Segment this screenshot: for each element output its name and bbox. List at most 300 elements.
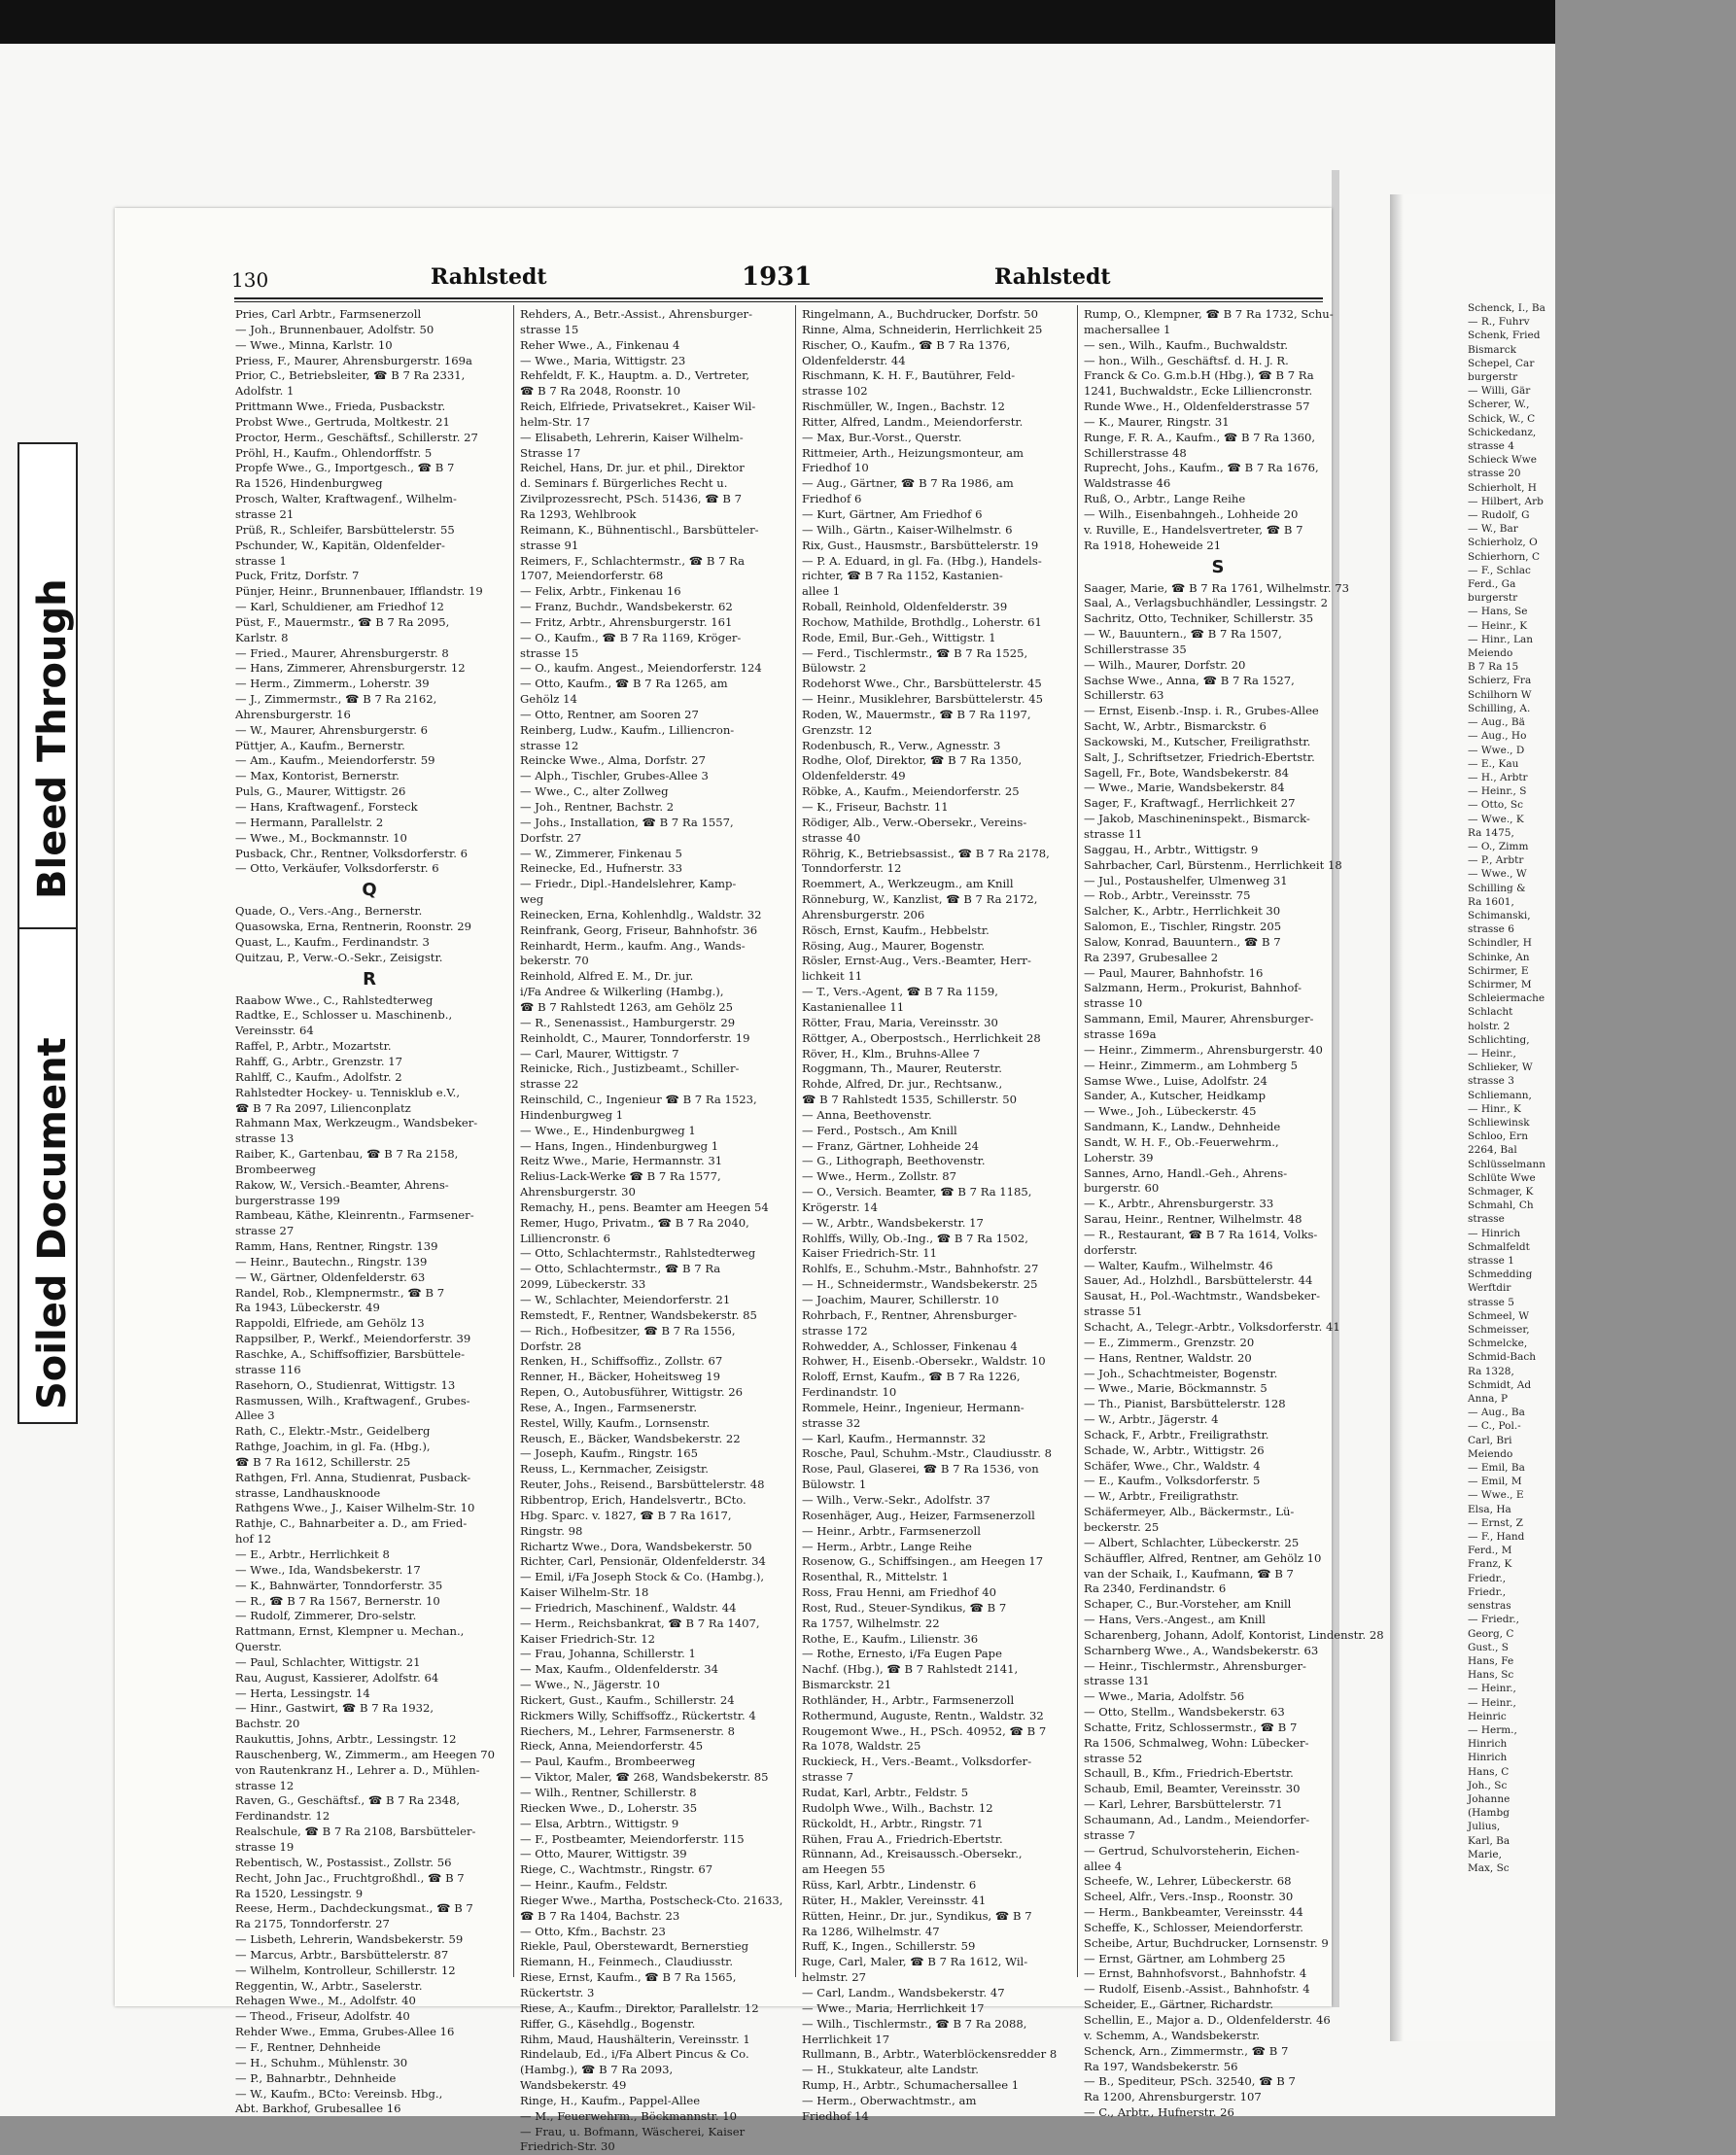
directory-entry: Ahrensburgerstr. 206 [802,907,925,921]
directory-entry: Richter, Carl, Pensionär, Oldenfelderstr. 34 [520,1554,766,1569]
directory-entry: Prittmann Wwe., Frieda, Pusbackstr. [235,400,446,414]
directory-entry: — W., Arbtr., Wandsbekerstr. 17 [802,1215,984,1230]
directory-entry: — Rothe, Ernesto, i/Fa Eugen Pape [802,1647,1002,1661]
directory-entry: — B., Spediteur, PSch. 32540, ☎ B 7 [1084,2074,1296,2089]
directory-entry: — Heinr., Musiklehrer, Barsbüttelerstr. 45 [802,692,1043,707]
directory-entry: Franck & Co. G.m.b.H (Hbg.), ☎ B 7 Ra [1084,368,1314,383]
directory-entry: Schaull, B., Kfm., Friedrich-Ebertstr. [1084,1766,1294,1781]
directory-entry: Schäuffler, Alfred, Rentner, am Gehölz 10 [1084,1550,1322,1565]
header-left-title: Rahlstedt [431,264,547,290]
directory-entry: Rattmann, Ernst, Klempner u. Mechan., [235,1624,465,1639]
directory-entry: — Joh., Schachtmeister, Bogenstr. [1084,1366,1278,1380]
fragment-line: — Willi, Gär [1468,385,1531,398]
directory-entry: — P. A. Eduard, in gl. Fa. (Hbg.), Handels- [802,553,1042,568]
directory-entry: Rahlstedter Hockey- u. Tennisklub e.V., [235,1085,461,1099]
directory-entry: Rougemont Wwe., H., PSch. 40952, ☎ B 7 [802,1723,1047,1738]
directory-entry: bekerstr. 70 [520,954,589,968]
directory-entry: strasse 27 [235,1224,295,1238]
directory-entry: Abt. Barkhof, Grubesallee 16 [235,2102,401,2116]
directory-entry: — Ferd., Postsch., Am Knill [802,1123,957,1137]
directory-entry: — Otto, Schlachtermstr., ☎ B 7 Ra [520,1262,721,1276]
directory-entry: Reinhardt, Herm., kaufm. Ang., Wands- [520,938,746,953]
fragment-line: — W., Bar [1468,523,1518,536]
directory-entry: Rehders, A., Betr.-Assist., Ahrensburger- [520,307,753,321]
fragment-line: Schieck Wwe [1468,454,1537,467]
directory-entry: hof 12 [235,1532,272,1547]
fragment-line: — Rudolf, G [1468,509,1530,522]
directory-entry: Reimann, K., Bühnentischl., Barsbütteler- [520,522,759,537]
directory-entry: Riege, C., Wachtmstr., Ringstr. 67 [520,1862,713,1877]
fragment-line: Georg, C [1468,1627,1514,1640]
directory-entry: Rindelaub, Ed., i/Fa Albert Pincus & Co. [520,2047,749,2062]
fragment-line: — Wwe., K [1468,813,1524,825]
fragment-line: Schmeel, W [1468,1309,1530,1322]
fragment-line: strasse 5 [1468,1296,1514,1308]
directory-entry: Reher Wwe., A., Finkenau 4 [520,337,680,352]
directory-entry: Restel, Willy, Kaufm., Lornsenstr. [520,1415,711,1430]
directory-entry: Ringelmann, A., Buchdrucker, Dorfstr. 50 [802,307,1039,321]
directory-entry: Rahlff, C., Kaufm., Adolfstr. 2 [235,1069,402,1084]
directory-entry: — Ferd., Tischlermstr., ☎ B 7 Ra 1525, [802,645,1028,660]
directory-entry: Salomon, E., Tischler, Ringstr. 205 [1084,920,1282,934]
directory-entry: lichkeit 11 [802,969,863,984]
directory-entry: van der Schaik, I., Kaufmann, ☎ B 7 [1084,1566,1294,1581]
fragment-line: Schliewinsk [1468,1116,1530,1129]
directory-entry: Rauschenberg, W., Zimmerm., am Heegen 70 [235,1747,495,1761]
directory-entry: Reichel, Hans, Dr. jur. et phil., Direktor [520,461,745,475]
directory-entry: strasse 21 [235,506,295,521]
directory-entry: Reusch, E., Bäcker, Wandsbekerstr. 22 [520,1431,741,1445]
directory-entry: Riekle, Paul, Oberstewardt, Bernerstieg [520,1939,749,1954]
directory-entry: strasse 22 [520,1077,579,1092]
directory-entry: Rüss, Karl, Arbtr., Lindenstr. 6 [802,1878,977,1893]
directory-entry: — W., Gärtner, Oldenfelderstr. 63 [235,1269,426,1284]
directory-entry: Rudolph Wwe., Wilh., Bachstr. 12 [802,1800,993,1815]
directory-entry: — H., Schuhm., Mühlenstr. 30 [235,2055,408,2069]
directory-entry: Rickert, Gust., Kaufm., Schillerstr. 24 [520,1692,735,1707]
directory-entry: Rathgen, Frl. Anna, Studienrat, Pusback- [235,1470,471,1484]
directory-entry: — Heinr., Zimmerm., am Lohmberg 5 [1084,1058,1298,1072]
directory-entry: Raiber, K., Gartenbau, ☎ B 7 Ra 2158, [235,1147,459,1162]
directory-entry: — W., Schlachter, Meiendorferstr. 21 [520,1293,731,1306]
directory-entry: Samse Wwe., Luise, Adolfstr. 24 [1084,1073,1267,1088]
directory-entry: Ra 2340, Ferdinandstr. 6 [1084,1581,1227,1596]
directory-entry: — M., Feuerwehrm., Böckmannstr. 10 [520,2108,738,2123]
fragment-line: Johanne [1468,1792,1510,1805]
directory-entry: — Otto, Schlachtermstr., Rahlstedterweg [520,1246,756,1261]
directory-entry: Reggentin, W., Arbtr., Saselerstr. [235,1978,423,1993]
directory-entry: Ra 1078, Waldstr. 25 [802,1739,921,1754]
directory-entry: — Wwe., Herm., Zollstr. 87 [802,1169,957,1184]
directory-entry: strasse 13 [235,1131,295,1146]
directory-entry: Bachstr. 20 [235,1717,300,1731]
directory-entry: Röbke, A., Kaufm., Meiendorferstr. 25 [802,784,1020,799]
directory-entry: (Hambg.), ☎ B 7 Ra 2093, [520,2063,674,2077]
directory-entry: strasse 116 [235,1362,301,1376]
directory-entry: Roloff, Ernst, Kaufm., ☎ B 7 Ra 1226, [802,1370,1021,1384]
directory-entry: 2099, Lübeckerstr. 33 [520,1277,646,1292]
directory-entry: strasse 15 [520,645,579,660]
directory-entry: — O., Versich. Beamter, ☎ B 7 Ra 1185, [802,1185,1032,1199]
fragment-line: — P., Arbtr [1468,854,1524,867]
directory-entry: Ra 1526, Hindenburgweg [235,476,383,491]
directory-entry: Saager, Marie, ☎ B 7 Ra 1761, Wilhelmstr. 73 [1084,580,1349,595]
directory-entry: strasse 12 [520,738,579,752]
directory-entry: — Rich., Hofbesitzer, ☎ B 7 Ra 1556, [520,1323,736,1338]
fragment-line: Schmager, K [1468,1186,1534,1198]
directory-entry: Sausat, H., Pol.-Wachtmstr., Wandsbeker- [1084,1289,1321,1303]
directory-entry: Rischmann, K. H. F., Bautührer, Feld- [802,368,1016,383]
directory-entry: strasse 7 [1084,1827,1135,1842]
directory-entry: burgerstrasse 199 [235,1193,340,1207]
directory-entry: strasse 51 [1084,1304,1143,1319]
directory-entry: Ra 1293, Wehlbrook [520,506,637,521]
directory-entry: Rünnann, Ad., Kreisaussch.-Obersekr., [802,1847,1023,1861]
directory-entry: Strasse 17 [520,445,581,460]
directory-entry: — Alph., Tischler, Grubes-Allee 3 [520,769,709,783]
fragment-line: Ra 1328, [1468,1365,1514,1377]
directory-entry: Rasehorn, O., Studienrat, Wittigstr. 13 [235,1377,456,1392]
directory-entry: Friedhof 6 [802,492,862,506]
directory-entry: Reinhold, Alfred E. M., Dr. jur. [520,969,694,984]
directory-entry: — Otto, Kfm., Bachstr. 23 [520,1924,666,1938]
directory-entry: Riecken Wwe., D., Loherstr. 35 [520,1800,698,1815]
directory-entry: Vereinsstr. 64 [235,1024,314,1038]
directory-entry: — Otto, Verkäufer, Volksdorferstr. 6 [235,861,439,876]
directory-entry: — W., Maurer, Ahrensburgerstr. 6 [235,722,429,737]
directory-entry: — Fried., Maurer, Ahrensburgerstr. 8 [235,645,449,660]
directory-entry: — Rudolf, Zimmerer, Dro-selstr. [235,1609,417,1623]
directory-entry: Reuter, Johs., Reisend., Barsbüttelerstr. 48 [520,1477,765,1492]
directory-entry: — Wwe., N., Jägerstr. 10 [520,1678,660,1692]
directory-entry: — Wilhelm, Kontrolleur, Schillerstr. 12 [235,1963,456,1977]
directory-entry: ☎ B 7 Ra 1404, Bachstr. 23 [520,1908,680,1923]
directory-entry: Ritter, Alfred, Landm., Meiendorferstr. [802,414,1024,429]
directory-entry: Rebentisch, W., Postassist., Zollstr. 56 [235,1855,452,1869]
directory-entry: — Johs., Installation, ☎ B 7 Ra 1557, [520,815,734,829]
directory-entry: Rohrbach, F., Rentner, Ahrensburger- [802,1307,1018,1322]
fragment-line: — Wwe., E [1468,1489,1524,1502]
directory-entry: Sagell, Fr., Bote, Wandsbekerstr. 84 [1084,765,1290,780]
directory-entry: Rothländer, H., Arbtr., Farmsenerzoll [802,1692,1015,1707]
directory-entry: Schillerstrasse 48 [1084,445,1187,460]
directory-entry: — Th., Pianist, Barsbüttelerstr. 128 [1084,1397,1286,1411]
directory-entry: Riemann, H., Feinmech., Claudiusstr. [520,1955,734,1969]
directory-entry: Riffer, G., Käsehdlg., Bogenstr. [520,2016,696,2031]
directory-entry: Röhrig, K., Betriebsassist., ☎ B 7 Ra 2178, [802,846,1050,860]
fragment-line: Schmahl, Ch [1468,1199,1534,1212]
fragment-line: — Hans, Se [1468,606,1528,618]
directory-entry: Rodhe, Olof, Direktor, ☎ B 7 Ra 1350, [802,753,1023,768]
directory-entry: Ra 1943, Lübeckerstr. 49 [235,1301,380,1315]
directory-entry: Scheibe, Artur, Buchdrucker, Lornsenstr. 9 [1084,1935,1329,1950]
fragment-line: — H., Arbtr [1468,771,1528,783]
directory-entry: — Marcus, Arbtr., Barsbüttelerstr. 87 [235,1947,449,1962]
fragment-line: Schlüsselmann [1468,1158,1546,1170]
directory-entry: — W., Kaufm., BCto: Vereinsb. Hbg., [235,2086,443,2101]
directory-entry: Schack, F., Arbtr., Freiligrathstr. [1084,1427,1269,1442]
directory-entry: Sahrbacher, Carl, Bürstenm., Herrlichkeit 18 [1084,857,1342,872]
directory-entry: Roggmann, Th., Maurer, Reuterstr. [802,1061,1002,1076]
header-year: 1931 [742,262,813,292]
directory-entry: — Hans, Kraftwagenf., Forsteck [235,800,418,814]
directory-entry: Schade, W., Arbtr., Wittigstr. 26 [1084,1442,1265,1457]
directory-entry: Tonndorferstr. 12 [802,861,902,876]
directory-entry: — H., Schneidermstr., Wandsbekerstr. 25 [802,1277,1038,1292]
directory-entry: — E., Arbtr., Herrlichkeit 8 [235,1547,390,1561]
directory-entry: Rump, O., Klempner, ☎ B 7 Ra 1732, Schu- [1084,307,1334,321]
fragment-line: Schierz, Fra [1468,675,1532,687]
directory-entry: ☎ B 7 Ra 2097, Lilienconplatz [235,1100,411,1115]
fragment-line: Schmedding [1468,1269,1533,1281]
directory-entry: Rehagen Wwe., M., Adolfstr. 40 [235,1994,416,2008]
fragment-line: — Heinr., S [1468,785,1527,798]
directory-entry: — Max, Bur.-Vorst., Querstr. [802,430,962,444]
directory-entry: Friedrich-Str. 30 [520,2139,615,2154]
fragment-line: — F., Hand [1468,1531,1525,1544]
directory-entry: Rahff, G., Arbtr., Grenzstr. 17 [235,1054,403,1068]
directory-entry: strasse 15 [520,322,579,336]
directory-entry: Ross, Frau Henni, am Friedhof 40 [802,1585,996,1600]
directory-entry: Bismarckstr. 21 [802,1678,892,1692]
directory-entry: — Elsa, Arbtrn., Wittigstr. 9 [520,1816,679,1830]
directory-entry: Ra 2397, Grubesallee 2 [1084,950,1219,964]
directory-entry: Remer, Hugo, Privatm., ☎ B 7 Ra 2040, [520,1215,749,1230]
directory-entry: Rötter, Frau, Maria, Vereinsstr. 30 [802,1015,998,1029]
directory-entry: — F., Rentner, Dehnheide [235,2039,381,2054]
directory-entry: Rath, C., Elektr.-Mstr., Geidelberg [235,1424,431,1439]
fragment-line: Schlichting, [1468,1033,1530,1046]
directory-entry: — sen., Wilh., Kaufm., Buchwaldstr. [1084,337,1289,352]
directory-entry: — Joachim, Maurer, Schillerstr. 10 [802,1293,999,1306]
directory-entry: — W., Arbtr., Freiligrathstr. [1084,1489,1239,1504]
directory-entry: Sachritz, Otto, Techniker, Schillerstr. 35 [1084,611,1314,626]
directory-entry: — Kurt, Gärtner, Am Friedhof 6 [802,506,983,521]
fragment-line: Schepel, Car [1468,357,1535,369]
directory-entry: Renner, H., Bäcker, Hoheitsweg 19 [520,1370,721,1384]
directory-entry: Riese, A., Kaufm., Direktor, Parallelstr. 12 [520,2000,759,2015]
fragment-line: Friedr., [1468,1585,1507,1598]
directory-entry: Reinschild, C., Ingenieur ☎ B 7 Ra 1523, [520,1093,757,1107]
directory-entry: Rickmers Willy, Schiffsoffz., Rückertstr. 4 [520,1708,756,1722]
directory-entry: — Franz, Buchdr., Wandsbekerstr. 62 [520,600,733,614]
fragment-line: — Heinr., [1468,1683,1516,1695]
column-divider [513,305,514,1977]
fragment-line: Scherer, W., [1468,399,1530,411]
directory-entry: — Wwe., Ida, Wandsbekerstr. 17 [235,1562,421,1577]
fragment-line: Schierholz, O [1468,537,1538,549]
fragment-line: — Hilbert, Arb [1468,495,1544,507]
directory-entry: Rohwedder, A., Schlosser, Finkenau 4 [802,1338,1018,1353]
directory-entry: — Herm., Zimmerm., Loherstr. 39 [235,677,430,691]
directory-entry: Ra 1757, Wilhelmstr. 22 [802,1616,940,1630]
directory-entry: Bülowstr. 1 [802,1477,867,1492]
fragment-line: — Wwe., D [1468,744,1525,756]
directory-entry: Rambeau, Käthe, Kleinrentn., Farmsener- [235,1208,474,1223]
fragment-line: Hinrich [1468,1752,1508,1764]
directory-entry: strasse 7 [802,1770,853,1785]
directory-entry: Rösch, Ernst, Kaufm., Hebbelstr. [802,922,990,937]
fragment-line: — Heinr., [1468,1047,1516,1060]
directory-entry: — Am., Kaufm., Meiendorferstr. 59 [235,753,435,768]
directory-entry: Puck, Fritz, Dorfstr. 7 [235,569,360,583]
fragment-line: Hans, Sc [1468,1669,1514,1682]
fragment-line: Elsa, Ha [1468,1503,1511,1515]
directory-entry: Reinecke, Ed., Hufnerstr. 33 [520,861,683,876]
directory-entry: Salow, Konrad, Bauuntern., ☎ B 7 [1084,934,1281,949]
directory-entry: — C., Arbtr., Hufnerstr. 26 [1084,2105,1234,2120]
directory-entry: Salcher, K., Arbtr., Herrlichkeit 30 [1084,904,1281,919]
fragment-line: — Aug., Bä [1468,716,1525,729]
directory-entry: — H., Stukkateur, alte Landstr. [802,2063,979,2077]
directory-entry: strasse 1 [235,553,287,568]
directory-entry: — Aug., Gärtner, ☎ B 7 Ra 1986, am [802,476,1014,491]
fragment-line: Schinke, An [1468,951,1530,963]
directory-entry: Priess, F., Maurer, Ahrensburgerstr. 169a [235,353,472,367]
fragment-line: Schindler, H [1468,937,1532,950]
directory-entry: Reimers, F., Schlachtermstr., ☎ B 7 Ra [520,553,746,568]
directory-entry: — J., Zimmermstr., ☎ B 7 Ra 2162, [235,692,437,707]
directory-entry: — K., Friseur, Bachstr. 11 [802,800,949,814]
directory-entry: — Carl, Landm., Wandsbekerstr. 47 [802,1985,1005,1999]
section-letter: R [363,968,376,990]
fragment-line: — Heinr., [1468,1696,1516,1709]
directory-entry: — Frau, Johanna, Schillerstr. 1 [520,1647,696,1661]
directory-entry: Puls, G., Maurer, Wittigstr. 26 [235,784,406,799]
directory-entry: Grenzstr. 12 [802,722,873,737]
directory-entry: Sammann, Emil, Maurer, Ahrensburger- [1084,1012,1314,1026]
directory-entry: Rodenbusch, R., Verw., Agnesstr. 3 [802,738,1001,752]
directory-entry: strasse 11 [1084,827,1143,841]
directory-entry: Rödiger, Alb., Verw.-Obersekr., Vereins- [802,815,1027,829]
directory-entry: Sauer, Ad., Holzhdl., Barsbüttelerstr. 44 [1084,1273,1313,1288]
directory-entry: — Paul, Schlachter, Wittigstr. 21 [235,1654,421,1669]
directory-entry: Ra 1506, Schmalweg, Wohn: Lübecker- [1084,1735,1309,1750]
directory-entry: — R., ☎ B 7 Ra 1567, Bernerstr. 10 [235,1593,440,1608]
directory-entry: machersallee 1 [1084,322,1171,336]
directory-entry: Dorfstr. 28 [520,1338,582,1353]
fragment-line: — C., Pol.- [1468,1420,1521,1433]
next-page-fragment [1390,194,1555,2041]
directory-entry: Rathgens Wwe., J., Kaiser Wilhelm-Str. 10 [235,1501,475,1515]
fragment-line: Meiendo [1468,647,1513,660]
directory-entry: — Wwe., Maria, Wittigstr. 23 [520,353,686,367]
directory-entry: Schaper, C., Bur.-Vorsteher, am Knill [1084,1597,1292,1612]
directory-entry: Ruprecht, Johs., Kaufm., ☎ B 7 Ra 1676, [1084,461,1319,475]
fragment-line: — Emil, Ba [1468,1462,1525,1475]
directory-entry: Rochow, Mathilde, Brothdlg., Loherstr. 61 [802,614,1042,629]
section-letter: Q [362,880,377,901]
directory-entry: Sachse Wwe., Anna, ☎ B 7 Ra 1527, [1084,673,1295,687]
fragment-line: strasse 20 [1468,468,1521,480]
entry-column-1 [235,307,503,2117]
directory-entry: Roemmert, A., Werkzeugm., am Knill [802,877,1014,891]
directory-entry: — Herm., Bankbeamter, Vereinsstr. 44 [1084,1905,1303,1920]
directory-entry: — Ernst, Eisenb.-Insp. i. R., Grubes-Allee [1084,704,1319,718]
directory-entry: Scheider, E., Gärtner, Richardstr. [1084,1998,1274,2012]
bleed-through-label: Bleed Through [30,578,75,899]
directory-entry: — Paul, Kaufm., Brombeerweg [520,1755,696,1769]
directory-entry: Raffel, P., Arbtr., Mozartstr. [235,1039,392,1054]
directory-entry: strasse 19 [235,1840,295,1854]
directory-entry: — Heinr., Tischlermstr., Ahrensburger- [1084,1658,1306,1673]
fragment-line: — O., Zimm [1468,840,1529,852]
directory-entry: Prior, C., Betriebsleiter, ☎ B 7 Ra 2331, [235,368,466,383]
directory-entry: Waldstrasse 46 [1084,476,1171,491]
directory-entry: — Lisbeth, Lehrerin, Wandsbekerstr. 59 [235,1932,464,1947]
fragment-line: — Herm., [1468,1723,1517,1736]
directory-entry: — Otto, Rentner, am Sooren 27 [520,707,699,721]
directory-entry: Ruß, O., Arbtr., Lange Reihe [1084,492,1246,506]
directory-entry: Rohlfs, E., Schuhm.-Mstr., Bahnhofstr. 27 [802,1262,1039,1276]
directory-entry: Ra 1200, Ahrensburgerstr. 107 [1084,2090,1262,2104]
fragment-line: Gust., S [1468,1641,1509,1653]
fragment-line: — R., Fuhrv [1468,316,1530,329]
directory-entry: — Hinr., Gastwirt, ☎ B 7 Ra 1932, [235,1701,434,1716]
directory-entry: Schatte, Fritz, Schlossermstr., ☎ B 7 [1084,1720,1298,1734]
directory-entry: Wandsbekerstr. 49 [520,2078,627,2093]
fragment-line: Bismarck [1468,343,1516,356]
directory-entry: — Wwe., E., Hindenburgweg 1 [520,1123,696,1137]
directory-entry: Kaiser Wilhelm-Str. 18 [520,1585,649,1600]
directory-entry: Raven, G., Geschäftsf., ☎ B 7 Ra 2348, [235,1793,461,1808]
fragment-line: Karl, Ba [1468,1834,1510,1847]
directory-entry: — Wwe., Marie, Böckmannstr. 5 [1084,1381,1267,1396]
directory-entry: Sager, F., Kraftwagf., Herrlichkeit 27 [1084,796,1296,811]
directory-entry: Radtke, E., Schlosser u. Maschinenb., [235,1008,453,1023]
directory-entry: — hon., Wilh., Geschäftsf. d. H. J. R. [1084,353,1289,367]
directory-entry: Karlstr. 8 [235,630,289,644]
directory-entry: ☎ B 7 Rahlstedt 1263, am Gehölz 25 [520,999,734,1014]
fragment-line: Heinric [1468,1710,1507,1722]
directory-entry: Raschke, A., Schiffsoffizier, Barsbüttele- [235,1347,466,1361]
directory-entry: Sarau, Heinr., Rentner, Wilhelmstr. 48 [1084,1212,1302,1227]
directory-entry: allee 4 [1084,1859,1123,1873]
directory-entry: strasse 102 [802,384,868,399]
directory-entry: Reuss, L., Kernmacher, Zeisigstr. [520,1462,709,1477]
directory-entry: Reich, Elfriede, Privatsekret., Kaiser Wil- [520,400,756,414]
directory-entry: Raukuttis, Johns, Arbtr., Lessingstr. 12 [235,1732,457,1747]
next-page-column [1468,301,1736,1875]
fragment-line: Meiendo [1468,1447,1513,1460]
directory-entry: Hbg. Sparc. v. 1827, ☎ B 7 Ra 1617, [520,1508,732,1522]
fragment-line: burgerstr [1468,371,1518,384]
directory-entry: i/Fa Andree & Wilkerling (Hambg.), [520,985,724,999]
entry-column-2 [520,307,788,2155]
fragment-line: — Heinr., K [1468,619,1528,632]
directory-entry: — Carl, Maurer, Wittigstr. 7 [520,1046,679,1060]
directory-entry: Rosenow, G., Schiffsingen., am Heegen 17 [802,1554,1044,1569]
directory-entry: Reincke Wwe., Alma, Dorfstr. 27 [520,753,707,768]
directory-entry: Quitzau, P., Verw.-O.-Sekr., Zeisigstr. [235,950,443,964]
directory-entry: Püttjer, A., Kaufm., Bernerstr. [235,738,405,752]
directory-entry: Schäfermeyer, Alb., Bäckermstr., Lü- [1084,1505,1295,1519]
directory-entry: burgerstr. 60 [1084,1181,1160,1196]
label-separator [19,927,76,929]
fragment-line: — E., Kau [1468,757,1519,770]
directory-entry: Kaiser Friedrich-Str. 11 [802,1246,938,1261]
directory-entry: Recht, John Jac., Fruchtgroßhdl., ☎ B 7 [235,1870,465,1885]
directory-entry: 1707, Meiendorferstr. 68 [520,569,664,583]
fragment-line: Schmeisser, [1468,1324,1530,1337]
fragment-line: Schierholt, H [1468,481,1537,494]
fragment-line: 2264, Bal [1468,1144,1517,1157]
directory-entry: Ahrensburgerstr. 30 [520,1185,636,1199]
directory-entry: Rasmussen, Wilh., Kraftwagenf., Grubes- [235,1393,470,1408]
directory-entry: strasse 32 [802,1415,861,1430]
directory-entry: — Wwe., Marie, Wandsbekerstr. 84 [1084,781,1285,795]
directory-entry: strasse 91 [520,538,579,552]
